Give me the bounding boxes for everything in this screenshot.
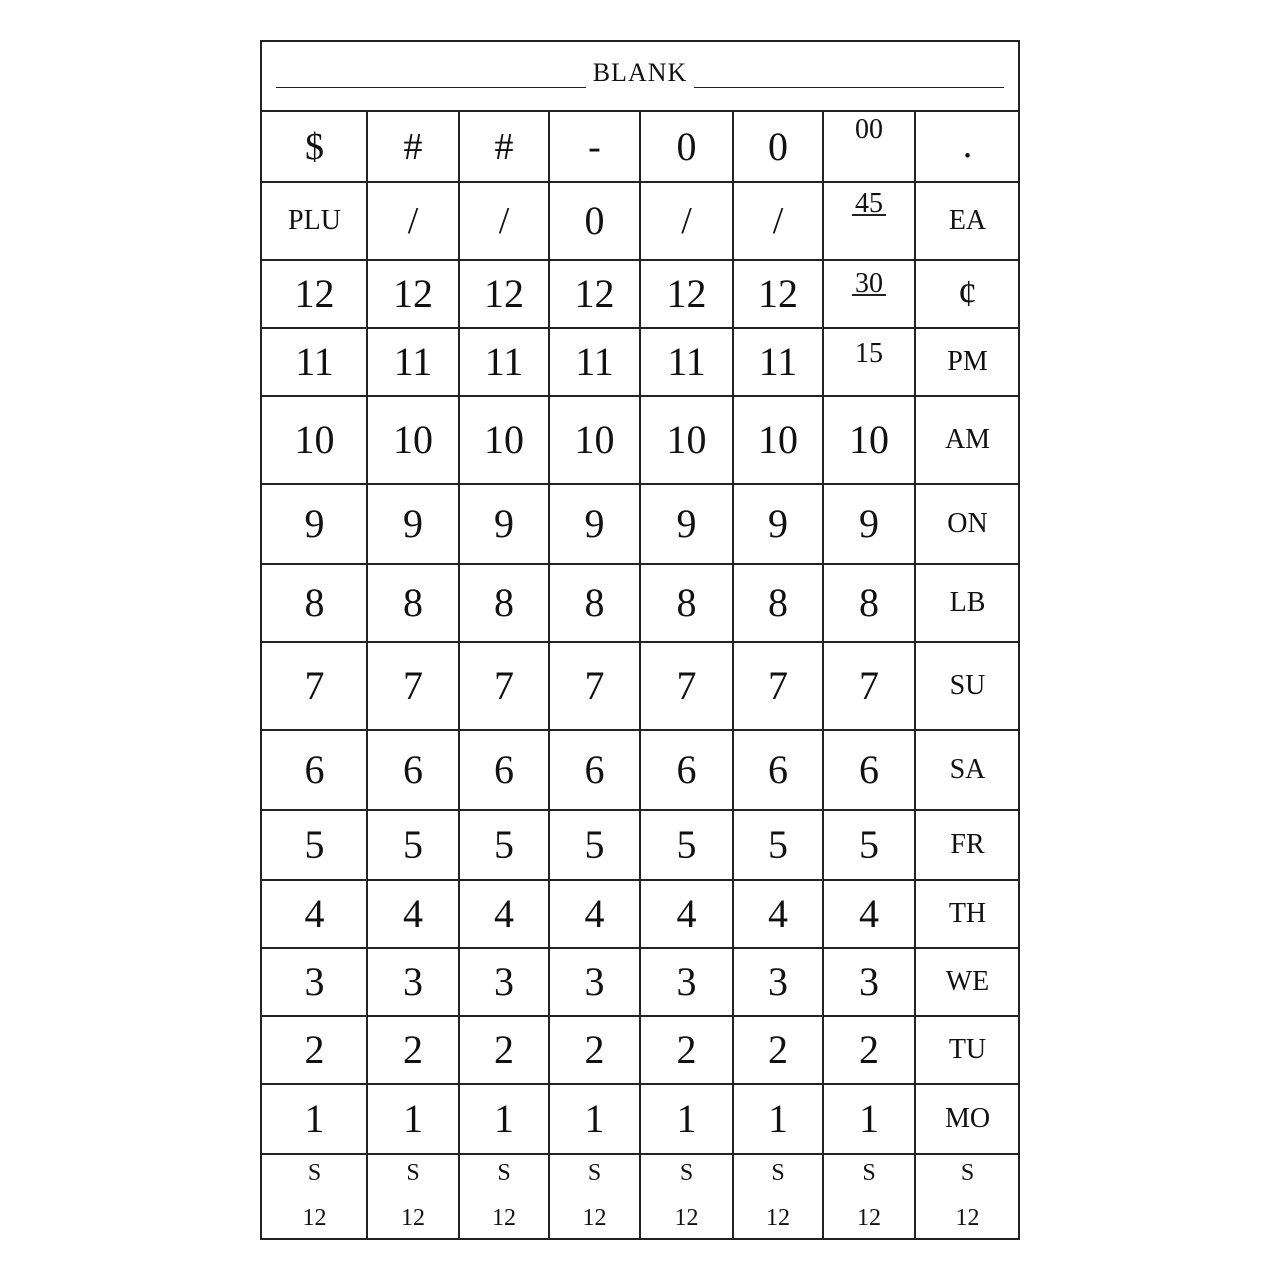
band-cell-r8-c8: SU	[949, 670, 986, 701]
band-cell-r7-c8: LB	[949, 587, 986, 618]
footer-s-label: S	[497, 1160, 511, 1186]
band-cell-r9-c5: 6	[676, 747, 697, 792]
band-cell-r11-c6: 4	[768, 891, 788, 936]
band-cell-r13-c4: 2	[584, 1027, 605, 1072]
band-cell-r2-c6: /	[772, 200, 784, 242]
band-cell-r11-c5: 4	[676, 891, 697, 936]
footer-12-label: 12	[401, 1205, 425, 1231]
band-cell-r5-c6: 10	[758, 417, 798, 462]
band-cell-r2-c3: /	[498, 200, 510, 242]
band-cell-r8-c4: 7	[584, 663, 605, 708]
band-cell-r3-c1: 12	[294, 271, 335, 316]
band-cell-r13-c5: 2	[676, 1027, 697, 1072]
band-cell-r12-c2: 3	[403, 959, 423, 1004]
footer-s-label: S	[406, 1160, 420, 1186]
band-cell-r6-c4: 9	[584, 501, 605, 546]
band-cell-r11-c4: 4	[584, 891, 605, 936]
band-cell-r10-c4: 5	[584, 822, 605, 867]
band-cell-r9-c6: 6	[768, 747, 788, 792]
band-cell-r12-c8: WE	[945, 966, 990, 997]
band-cell-r5-c3: 10	[484, 417, 524, 462]
band-cell-r13-c7: 2	[859, 1027, 879, 1072]
band-cell-r7-c7: 8	[859, 580, 879, 625]
band-cell-r12-c3: 3	[494, 959, 514, 1004]
stamp-band-sheet	[260, 40, 1020, 1240]
footer-s-label: S	[771, 1160, 785, 1186]
band-cell-r12-c7: 3	[859, 959, 879, 1004]
footer-s-label: S	[307, 1160, 322, 1186]
band-cell-r14-c6: 1	[768, 1096, 788, 1141]
band-cell-r10-c3: 5	[494, 822, 514, 867]
band-cell-r1-c3: #	[494, 126, 514, 168]
band-cell-r1-c4: -	[588, 126, 601, 168]
band-cell-r10-c5: 5	[676, 822, 697, 867]
band-cell-r6-c7: 9	[859, 501, 879, 546]
band-cell-r11-c2: 4	[403, 891, 423, 936]
band-cell-r4-c2: 11	[393, 339, 433, 384]
band-cell-r5-c5: 10	[666, 417, 707, 462]
band-cell-r10-c6: 5	[768, 822, 788, 867]
footer-s-label: S	[862, 1160, 876, 1186]
band-cell-r13-c6: 2	[768, 1027, 788, 1072]
band-cell-r5-c1: 10	[294, 417, 335, 462]
band-cell-r3-c3: 12	[484, 271, 524, 316]
band-cell-r12-c4: 3	[584, 959, 605, 1004]
band-cell-r4-c5: 11	[667, 339, 706, 384]
band-cell-r7-c6: 8	[768, 580, 788, 625]
band-cell-r7-c2: 8	[403, 580, 423, 625]
band-cell-r14-c5: 1	[676, 1096, 697, 1141]
band-cell-r13-c3: 2	[494, 1027, 514, 1072]
band-cell-r8-c6: 7	[768, 663, 788, 708]
band-cell-r14-c4: 1	[584, 1096, 605, 1141]
band-cell-r14-c3: 1	[494, 1096, 514, 1141]
band-cell-r11-c7: 4	[859, 891, 879, 936]
minute-label-30: 30	[855, 268, 883, 299]
band-cell-r12-c6: 3	[768, 959, 788, 1004]
band-cell-r2-c1: PLU	[288, 205, 341, 236]
minute-fraction-bar	[852, 214, 886, 216]
band-cell-r9-c2: 6	[403, 747, 423, 792]
footer-s-label: S	[587, 1160, 602, 1186]
footer-s-label: S	[960, 1160, 975, 1186]
band-cell-r4-c8: PM	[947, 346, 988, 377]
band-cell-r4-c4: 11	[575, 339, 614, 384]
footer-12-label: 12	[955, 1205, 980, 1231]
band-cell-r2-c2: /	[407, 200, 419, 242]
band-cell-r14-c1: 1	[304, 1096, 325, 1141]
band-cell-r5-c2: 10	[393, 417, 433, 462]
footer-12-label: 12	[582, 1205, 607, 1231]
band-cell-r10-c8: FR	[950, 829, 985, 860]
band-cell-r6-c5: 9	[676, 501, 697, 546]
band-cell-r5-c8: AM	[944, 424, 991, 455]
band-cell-r11-c1: 4	[304, 891, 325, 936]
band-cell-r6-c1: 9	[304, 501, 325, 546]
footer-12-label: 12	[766, 1205, 790, 1231]
band-cell-r8-c7: 7	[859, 663, 879, 708]
minute-label-00: 00	[855, 114, 883, 145]
band-cell-r9-c4: 6	[584, 747, 605, 792]
band-cell-r14-c8: MO	[944, 1103, 991, 1134]
header-title: BLANK	[592, 58, 688, 87]
band-cell-r7-c4: 8	[584, 580, 605, 625]
band-cell-r6-c8: ON	[947, 508, 988, 539]
band-cell-r12-c5: 3	[676, 959, 697, 1004]
band-cell-r1-c5: 0	[676, 124, 697, 169]
band-cell-r13-c2: 2	[403, 1027, 423, 1072]
band-cell-r10-c2: 5	[403, 822, 423, 867]
band-cell-r7-c5: 8	[676, 580, 697, 625]
band-cell-r4-c3: 11	[484, 339, 524, 384]
band-cell-r7-c3: 8	[494, 580, 514, 625]
band-cell-r8-c5: 7	[676, 663, 697, 708]
footer-12-label: 12	[302, 1205, 327, 1231]
footer-s-label: S	[679, 1160, 694, 1186]
band-cell-r9-c3: 6	[494, 747, 514, 792]
band-cell-r9-c7: 6	[859, 747, 879, 792]
band-cell-r8-c1: 7	[304, 663, 325, 708]
footer-12-label: 12	[674, 1205, 699, 1231]
band-cell-r8-c2: 7	[403, 663, 423, 708]
band-cell-r2-c5: /	[681, 200, 692, 242]
footer-12-label: 12	[492, 1205, 516, 1231]
band-cell-r3-c6: 12	[758, 271, 798, 316]
band-cell-r14-c7: 1	[859, 1096, 879, 1141]
band-cell-r1-c2: #	[403, 126, 423, 168]
band-cell-r4-c6: 11	[758, 339, 798, 384]
band-cell-r1-c6: 0	[768, 124, 788, 169]
band-cell-r9-c1: 6	[304, 747, 325, 792]
band-cell-r6-c3: 9	[494, 501, 514, 546]
band-cell-r5-c4: 10	[574, 417, 615, 462]
band-cell-r2-c4: 0	[584, 198, 605, 243]
band-cell-r14-c2: 1	[403, 1096, 423, 1141]
band-cell-r4-c1: 11	[295, 339, 334, 384]
band-cell-r9-c8: SA	[949, 754, 986, 785]
band-cell-r10-c7: 5	[859, 822, 879, 867]
band-cell-r13-c8: TU	[948, 1034, 987, 1065]
minute-label-45: 45	[855, 188, 883, 219]
band-cell-r8-c3: 7	[494, 663, 514, 708]
header-row	[262, 42, 1018, 112]
band-cell-r3-c2: 12	[393, 271, 433, 316]
band-cell-r1-c1: $	[305, 126, 324, 168]
band-cell-r3-c4: 12	[574, 271, 615, 316]
band-cell-r6-c2: 9	[403, 501, 423, 546]
band-cell-r3-c5: 12	[666, 271, 707, 316]
header-rule-right	[694, 87, 1004, 88]
band-cell-r6-c6: 9	[768, 501, 788, 546]
footer-12-label: 12	[857, 1205, 881, 1231]
minute-fraction-bar	[852, 294, 886, 296]
band-cell-r1-c8: .	[962, 124, 973, 166]
band-cell-r11-c3: 4	[494, 891, 514, 936]
band-cell-r5-c7: 10	[849, 417, 889, 462]
band-cell-r12-c1: 3	[304, 959, 325, 1004]
band-cell-r11-c8: TH	[948, 898, 987, 929]
band-cell-r10-c1: 5	[304, 822, 325, 867]
band-cell-r3-c8: ¢	[958, 273, 977, 315]
minute-label-15: 15	[855, 338, 883, 369]
band-cell-r13-c1: 2	[304, 1027, 325, 1072]
band-cell-r2-c8: EA	[948, 205, 987, 236]
band-cell-r7-c1: 8	[304, 580, 325, 625]
